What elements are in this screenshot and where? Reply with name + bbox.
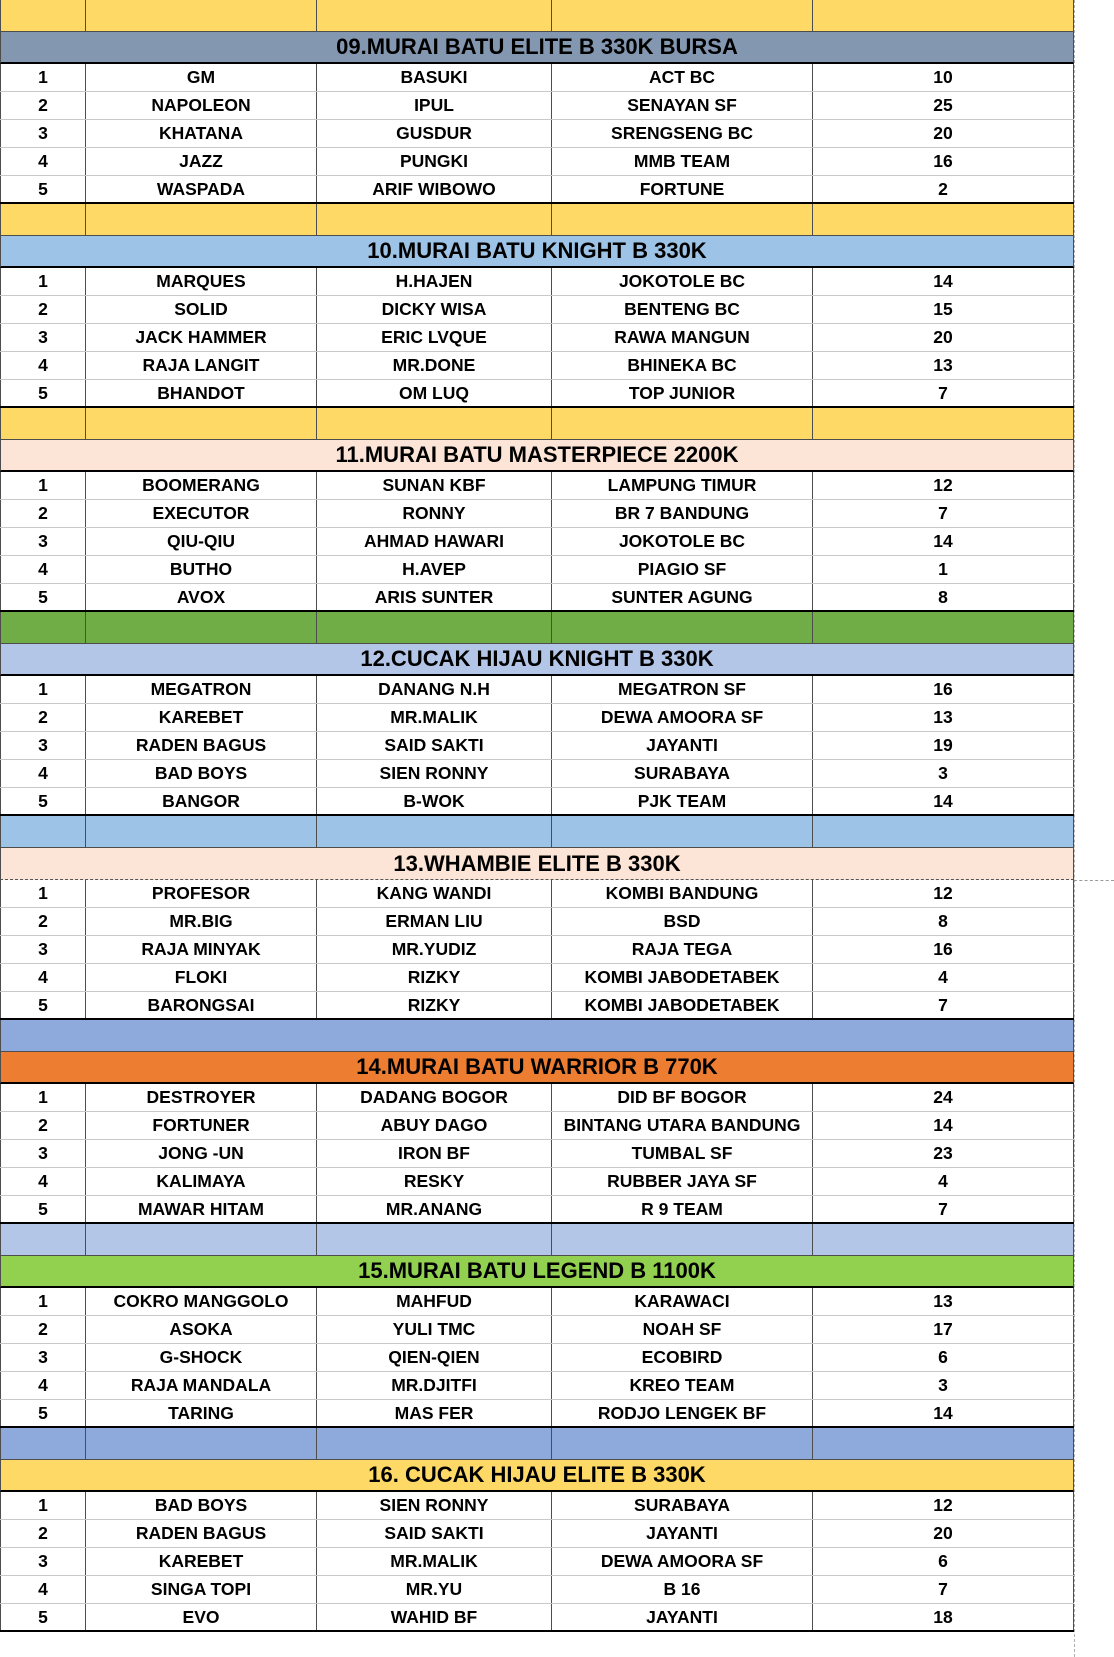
rank-cell[interactable]: 4	[0, 760, 86, 787]
team-cell[interactable]: BR 7 BANDUNG	[552, 500, 813, 527]
table-row	[0, 380, 1074, 408]
team-cell[interactable]: SRENGSENG BC	[552, 120, 813, 147]
team-cell[interactable]: ACT BC	[552, 64, 813, 91]
spacer-cell[interactable]	[86, 408, 317, 439]
section-title[interactable]: 11.MURAI BATU MASTERPIECE 2200K	[0, 440, 1074, 472]
owner-cell[interactable]: BASUKI	[317, 64, 552, 91]
number-cell[interactable]: 14	[813, 1400, 1074, 1426]
bird-name-cell[interactable]: MR.BIG	[86, 908, 317, 935]
number-cell[interactable]: 12	[813, 1492, 1074, 1519]
spacer-cell[interactable]	[552, 816, 813, 847]
owner-cell[interactable]: MAS FER	[317, 1400, 552, 1426]
number-cell[interactable]: 12	[813, 880, 1074, 907]
team-cell[interactable]: MMB TEAM	[552, 148, 813, 175]
rank-cell[interactable]: 3	[0, 324, 86, 351]
spacer-cell[interactable]	[317, 1428, 552, 1459]
rank-cell[interactable]: 1	[0, 1084, 86, 1111]
owner-cell[interactable]: QIEN-QIEN	[317, 1344, 552, 1371]
bird-name-cell[interactable]: JONG -UN	[86, 1140, 317, 1167]
team-cell[interactable]: MEGATRON SF	[552, 676, 813, 703]
rank-cell[interactable]: 1	[0, 472, 86, 499]
table-row	[0, 1196, 1074, 1224]
team-cell[interactable]: FORTUNE	[552, 176, 813, 202]
number-cell[interactable]: 18	[813, 1604, 1074, 1630]
rank-cell[interactable]: 3	[0, 120, 86, 147]
team-cell[interactable]: R 9 TEAM	[552, 1196, 813, 1222]
team-cell[interactable]: JAYANTI	[552, 1520, 813, 1547]
spacer-cell[interactable]	[552, 204, 813, 235]
number-cell[interactable]: 7	[813, 992, 1074, 1018]
number-cell[interactable]: 20	[813, 1520, 1074, 1547]
number-cell[interactable]: 2	[813, 176, 1074, 202]
team-cell[interactable]: KOMBI JABODETABEK	[552, 964, 813, 991]
number-cell[interactable]: 8	[813, 584, 1074, 610]
rank-cell[interactable]: 5	[0, 788, 86, 814]
bird-name-cell[interactable]: MEGATRON	[86, 676, 317, 703]
table-row	[0, 352, 1074, 380]
rank-cell[interactable]: 4	[0, 1372, 86, 1399]
table-row	[0, 92, 1074, 120]
owner-cell[interactable]: GUSDUR	[317, 120, 552, 147]
number-cell[interactable]: 14	[813, 1112, 1074, 1139]
bird-name-cell[interactable]: GM	[86, 64, 317, 91]
owner-cell[interactable]: MAHFUD	[317, 1288, 552, 1315]
owner-cell[interactable]: B-WOK	[317, 788, 552, 814]
owner-cell[interactable]: RESKY	[317, 1168, 552, 1195]
team-cell[interactable]: DEWA AMOORA SF	[552, 704, 813, 731]
table-row	[0, 1084, 1074, 1112]
rank-cell[interactable]: 3	[0, 1344, 86, 1371]
table-row	[0, 676, 1074, 704]
bird-name-cell[interactable]: SINGA TOPI	[86, 1576, 317, 1603]
bird-name-cell[interactable]: BOOMERANG	[86, 472, 317, 499]
number-cell[interactable]: 13	[813, 1288, 1074, 1315]
bird-name-cell[interactable]: JAZZ	[86, 148, 317, 175]
owner-cell[interactable]: IRON BF	[317, 1140, 552, 1167]
rank-cell[interactable]: 5	[0, 1196, 86, 1222]
bird-name-cell[interactable]: JACK HAMMER	[86, 324, 317, 351]
rank-cell[interactable]: 5	[0, 992, 86, 1018]
spacer-cell[interactable]	[86, 816, 317, 847]
spacer-cell[interactable]	[317, 204, 552, 235]
number-cell[interactable]: 14	[813, 788, 1074, 814]
owner-cell[interactable]: MR.YU	[317, 1576, 552, 1603]
table-row	[0, 1520, 1074, 1548]
spacer-cell[interactable]	[317, 816, 552, 847]
rank-cell[interactable]: 5	[0, 1400, 86, 1426]
bird-name-cell[interactable]: EXECUTOR	[86, 500, 317, 527]
section-spacer-row	[0, 1428, 1074, 1460]
table-row	[0, 788, 1074, 816]
bird-name-cell[interactable]: WASPADA	[86, 176, 317, 202]
table-row	[0, 1604, 1074, 1632]
page-break-line	[1074, 0, 1076, 1657]
number-cell[interactable]: 25	[813, 92, 1074, 119]
number-cell[interactable]: 7	[813, 500, 1074, 527]
bird-name-cell[interactable]: BUTHO	[86, 556, 317, 583]
owner-cell[interactable]: RONNY	[317, 500, 552, 527]
spacer-cell[interactable]	[0, 1428, 86, 1459]
rank-cell[interactable]: 1	[0, 880, 86, 907]
rank-cell[interactable]: 1	[0, 1492, 86, 1519]
team-cell[interactable]: PJK TEAM	[552, 788, 813, 814]
table-row	[0, 1576, 1074, 1604]
number-cell[interactable]: 7	[813, 1196, 1074, 1222]
team-cell[interactable]: RAJA TEGA	[552, 936, 813, 963]
spacer-cell[interactable]	[0, 612, 86, 643]
team-cell[interactable]: JAYANTI	[552, 732, 813, 759]
team-cell[interactable]: DID BF BOGOR	[552, 1084, 813, 1111]
table-row	[0, 1492, 1074, 1520]
rank-cell[interactable]: 4	[0, 1576, 86, 1603]
bird-name-cell[interactable]: RADEN BAGUS	[86, 1520, 317, 1547]
section-spacer-row	[0, 1020, 1074, 1052]
table-row	[0, 908, 1074, 936]
rank-cell[interactable]: 5	[0, 176, 86, 202]
bird-name-cell[interactable]: BAD BOYS	[86, 760, 317, 787]
spacer-cell[interactable]	[86, 204, 317, 235]
table-row	[0, 880, 1074, 908]
table-row	[0, 268, 1074, 296]
spacer-cell[interactable]	[317, 612, 552, 643]
owner-cell[interactable]: MR.DJITFI	[317, 1372, 552, 1399]
owner-cell[interactable]: SIEN RONNY	[317, 1492, 552, 1519]
top-spacer-row	[0, 0, 1074, 32]
rank-cell[interactable]: 4	[0, 556, 86, 583]
table-row	[0, 528, 1074, 556]
bird-name-cell[interactable]: ASOKA	[86, 1316, 317, 1343]
bird-name-cell[interactable]: RAJA MINYAK	[86, 936, 317, 963]
team-cell[interactable]: RUBBER JAYA SF	[552, 1168, 813, 1195]
team-cell[interactable]: JOKOTOLE BC	[552, 528, 813, 555]
rank-cell[interactable]: 2	[0, 1316, 86, 1343]
rank-cell[interactable]: 2	[0, 908, 86, 935]
table-row	[0, 64, 1074, 92]
rank-cell[interactable]: 4	[0, 148, 86, 175]
owner-cell[interactable]: ARIF WIBOWO	[317, 176, 552, 202]
owner-cell[interactable]: H.AVEP	[317, 556, 552, 583]
table-row	[0, 1344, 1074, 1372]
owner-cell[interactable]: WAHID BF	[317, 1604, 552, 1630]
bird-name-cell[interactable]: KHATANA	[86, 120, 317, 147]
section-title[interactable]: 12.CUCAK HIJAU KNIGHT B 330K	[0, 644, 1074, 676]
owner-cell[interactable]: ERIC LVQUE	[317, 324, 552, 351]
bird-name-cell[interactable]: COKRO MANGGOLO	[86, 1288, 317, 1315]
owner-cell[interactable]: PUNGKI	[317, 148, 552, 175]
bird-name-cell[interactable]: SOLID	[86, 296, 317, 323]
spacer-cell[interactable]	[813, 1428, 1074, 1459]
table-row	[0, 176, 1074, 204]
section-spacer-row	[0, 816, 1074, 848]
bird-name-cell[interactable]: BANGOR	[86, 788, 317, 814]
number-cell[interactable]: 14	[813, 528, 1074, 555]
number-cell[interactable]: 17	[813, 1316, 1074, 1343]
bird-name-cell[interactable]: RAJA LANGIT	[86, 352, 317, 379]
table-row	[0, 936, 1074, 964]
bird-name-cell[interactable]: RAJA MANDALA	[86, 1372, 317, 1399]
team-cell[interactable]: LAMPUNG TIMUR	[552, 472, 813, 499]
owner-cell[interactable]: ERMAN LIU	[317, 908, 552, 935]
spacer-cell[interactable]	[317, 408, 552, 439]
page-break-dash	[1074, 880, 1114, 881]
owner-cell[interactable]: DADANG BOGOR	[317, 1084, 552, 1111]
bird-name-cell[interactable]: FORTUNER	[86, 1112, 317, 1139]
owner-cell[interactable]: KANG WANDI	[317, 880, 552, 907]
team-cell[interactable]: BENTENG BC	[552, 296, 813, 323]
number-cell[interactable]: 19	[813, 732, 1074, 759]
rank-cell[interactable]: 5	[0, 380, 86, 406]
number-cell[interactable]: 15	[813, 296, 1074, 323]
team-cell[interactable]: BHINEKA BC	[552, 352, 813, 379]
spacer-cell[interactable]	[813, 0, 1074, 31]
bird-name-cell[interactable]: KALIMAYA	[86, 1168, 317, 1195]
rank-cell[interactable]: 3	[0, 732, 86, 759]
owner-cell[interactable]: SIEN RONNY	[317, 760, 552, 787]
table-row	[0, 1140, 1074, 1168]
owner-cell[interactable]: RIZKY	[317, 992, 552, 1018]
owner-cell[interactable]: YULI TMC	[317, 1316, 552, 1343]
bird-name-cell[interactable]: FLOKI	[86, 964, 317, 991]
spacer-cell[interactable]	[86, 0, 317, 31]
team-cell[interactable]: KREO TEAM	[552, 1372, 813, 1399]
team-cell[interactable]: JOKOTOLE BC	[552, 268, 813, 295]
table-row	[0, 472, 1074, 500]
spacer-cell[interactable]	[813, 1224, 1074, 1255]
table-row	[0, 760, 1074, 788]
owner-cell[interactable]: H.HAJEN	[317, 268, 552, 295]
team-cell[interactable]: DEWA AMOORA SF	[552, 1548, 813, 1575]
team-cell[interactable]: SURABAYA	[552, 760, 813, 787]
bird-name-cell[interactable]: DESTROYER	[86, 1084, 317, 1111]
rank-cell[interactable]: 3	[0, 528, 86, 555]
owner-cell[interactable]: SUNAN KBF	[317, 472, 552, 499]
bird-name-cell[interactable]: MARQUES	[86, 268, 317, 295]
rank-cell[interactable]: 2	[0, 92, 86, 119]
spacer-cell[interactable]	[813, 408, 1074, 439]
table-row	[0, 296, 1074, 324]
section-title[interactable]: 14.MURAI BATU WARRIOR B 770K	[0, 1052, 1074, 1084]
owner-cell[interactable]: DICKY WISA	[317, 296, 552, 323]
team-cell[interactable]: TOP JUNIOR	[552, 380, 813, 406]
team-cell[interactable]: BINTANG UTARA BANDUNG	[552, 1112, 813, 1139]
section-spacer-row	[0, 408, 1074, 440]
table-row	[0, 1548, 1074, 1576]
section-title[interactable]: 10.MURAI BATU KNIGHT B 330K	[0, 236, 1074, 268]
team-cell[interactable]: ECOBIRD	[552, 1344, 813, 1371]
spacer-cell[interactable]	[0, 408, 86, 439]
table-row	[0, 732, 1074, 760]
owner-cell[interactable]: AHMAD HAWARI	[317, 528, 552, 555]
table-row	[0, 1168, 1074, 1196]
number-cell[interactable]: 20	[813, 324, 1074, 351]
bird-name-cell[interactable]: MAWAR HITAM	[86, 1196, 317, 1222]
owner-cell[interactable]: MR.YUDIZ	[317, 936, 552, 963]
team-cell[interactable]: BSD	[552, 908, 813, 935]
bird-name-cell[interactable]: KAREBET	[86, 1548, 317, 1575]
table-row	[0, 1372, 1074, 1400]
owner-cell[interactable]: MR.MALIK	[317, 1548, 552, 1575]
table-row	[0, 704, 1074, 732]
team-cell[interactable]: KARAWACI	[552, 1288, 813, 1315]
table-row	[0, 1316, 1074, 1344]
number-cell[interactable]: 16	[813, 676, 1074, 703]
owner-cell[interactable]: SAID SAKTI	[317, 1520, 552, 1547]
section-title[interactable]: 16. CUCAK HIJAU ELITE B 330K	[0, 1460, 1074, 1492]
team-cell[interactable]: SUNTER AGUNG	[552, 584, 813, 610]
spacer-cell[interactable]	[317, 0, 552, 31]
number-cell[interactable]: 24	[813, 1084, 1074, 1111]
number-cell[interactable]: 13	[813, 704, 1074, 731]
team-cell[interactable]: RODJO LENGEK BF	[552, 1400, 813, 1426]
number-cell[interactable]: 23	[813, 1140, 1074, 1167]
number-cell[interactable]: 6	[813, 1344, 1074, 1371]
bird-name-cell[interactable]: BHANDOT	[86, 380, 317, 406]
spacer-cell[interactable]	[0, 204, 86, 235]
number-cell[interactable]: 8	[813, 908, 1074, 935]
number-cell[interactable]: 16	[813, 936, 1074, 963]
number-cell[interactable]: 7	[813, 1576, 1074, 1603]
team-cell[interactable]: TUMBAL SF	[552, 1140, 813, 1167]
bird-name-cell[interactable]: PROFESOR	[86, 880, 317, 907]
rank-cell[interactable]: 2	[0, 1112, 86, 1139]
section-title[interactable]: 15.MURAI BATU LEGEND B 1100K	[0, 1256, 1074, 1288]
table-row	[0, 500, 1074, 528]
spacer-cell[interactable]	[552, 0, 813, 31]
bird-name-cell[interactable]: BARONGSAI	[86, 992, 317, 1018]
rank-cell[interactable]: 2	[0, 1520, 86, 1547]
team-cell[interactable]: KOMBI JABODETABEK	[552, 992, 813, 1018]
rank-cell[interactable]: 2	[0, 704, 86, 731]
owner-cell[interactable]: MR.ANANG	[317, 1196, 552, 1222]
bird-name-cell[interactable]: NAPOLEON	[86, 92, 317, 119]
spacer-cell[interactable]	[813, 204, 1074, 235]
table-row	[0, 992, 1074, 1020]
number-cell[interactable]: 13	[813, 352, 1074, 379]
spacer-cell[interactable]	[552, 1224, 813, 1255]
team-cell[interactable]: SURABAYA	[552, 1492, 813, 1519]
rank-cell[interactable]: 1	[0, 64, 86, 91]
spacer-cell[interactable]	[86, 1428, 317, 1459]
team-cell[interactable]: SENAYAN SF	[552, 92, 813, 119]
section-spacer-row	[0, 612, 1074, 644]
rank-cell[interactable]: 5	[0, 584, 86, 610]
bird-name-cell[interactable]: KAREBET	[86, 704, 317, 731]
number-cell[interactable]: 1	[813, 556, 1074, 583]
owner-cell[interactable]: SAID SAKTI	[317, 732, 552, 759]
spacer-cell[interactable]	[86, 612, 317, 643]
owner-cell[interactable]: RIZKY	[317, 964, 552, 991]
number-cell[interactable]: 10	[813, 64, 1074, 91]
rank-cell[interactable]: 3	[0, 1140, 86, 1167]
bird-name-cell[interactable]: AVOX	[86, 584, 317, 610]
table-row	[0, 324, 1074, 352]
spacer-cell[interactable]	[0, 1224, 86, 1255]
bird-name-cell[interactable]: RADEN BAGUS	[86, 732, 317, 759]
number-cell[interactable]: 3	[813, 760, 1074, 787]
table-row	[0, 964, 1074, 992]
rank-cell[interactable]: 2	[0, 296, 86, 323]
number-cell[interactable]: 14	[813, 268, 1074, 295]
spacer-cell[interactable]	[552, 1428, 813, 1459]
number-cell[interactable]: 12	[813, 472, 1074, 499]
number-cell[interactable]: 4	[813, 1168, 1074, 1195]
rank-cell[interactable]: 2	[0, 500, 86, 527]
bird-name-cell[interactable]: QIU-QIU	[86, 528, 317, 555]
owner-cell[interactable]: OM LUQ	[317, 380, 552, 406]
owner-cell[interactable]: MR.MALIK	[317, 704, 552, 731]
owner-cell[interactable]: IPUL	[317, 92, 552, 119]
number-cell[interactable]: 6	[813, 1548, 1074, 1575]
bird-name-cell[interactable]: BAD BOYS	[86, 1492, 317, 1519]
rank-cell[interactable]: 1	[0, 268, 86, 295]
spacer-cell[interactable]	[813, 612, 1074, 643]
spacer-cell[interactable]	[317, 1224, 552, 1255]
section-spacer-row	[0, 1224, 1074, 1256]
table-row	[0, 556, 1074, 584]
number-cell[interactable]: 4	[813, 964, 1074, 991]
owner-cell[interactable]: ABUY DAGO	[317, 1112, 552, 1139]
number-cell[interactable]: 3	[813, 1372, 1074, 1399]
rank-cell[interactable]: 4	[0, 1168, 86, 1195]
rank-cell[interactable]: 1	[0, 1288, 86, 1315]
team-cell[interactable]: KOMBI BANDUNG	[552, 880, 813, 907]
table-row	[0, 1400, 1074, 1428]
bird-name-cell[interactable]: G-SHOCK	[86, 1344, 317, 1371]
rank-cell[interactable]: 4	[0, 964, 86, 991]
owner-cell[interactable]: ARIS SUNTER	[317, 584, 552, 610]
spacer-cell[interactable]	[552, 612, 813, 643]
team-cell[interactable]: RAWA MANGUN	[552, 324, 813, 351]
owner-cell[interactable]: DANANG N.H	[317, 676, 552, 703]
spacer-cell[interactable]	[552, 408, 813, 439]
section-spacer-row	[0, 204, 1074, 236]
owner-cell[interactable]: MR.DONE	[317, 352, 552, 379]
rank-cell[interactable]: 1	[0, 676, 86, 703]
number-cell[interactable]: 7	[813, 380, 1074, 406]
table-row	[0, 148, 1074, 176]
spacer-cell[interactable]	[813, 816, 1074, 847]
team-cell[interactable]: NOAH SF	[552, 1316, 813, 1343]
spacer-cell[interactable]	[86, 1224, 317, 1255]
section-title[interactable]: 13.WHAMBIE ELITE B 330K	[0, 848, 1074, 880]
team-cell[interactable]: PIAGIO SF	[552, 556, 813, 583]
section-title[interactable]: 09.MURAI BATU ELITE B 330K BURSA	[0, 32, 1074, 64]
number-cell[interactable]: 20	[813, 120, 1074, 147]
number-cell[interactable]: 16	[813, 148, 1074, 175]
rank-cell[interactable]: 3	[0, 1548, 86, 1575]
bird-name-cell[interactable]: TARING	[86, 1400, 317, 1426]
rank-cell[interactable]: 5	[0, 1604, 86, 1630]
table-row	[0, 120, 1074, 148]
spacer-cell[interactable]	[0, 816, 86, 847]
team-cell[interactable]: B 16	[552, 1576, 813, 1603]
table-row	[0, 584, 1074, 612]
table-row	[0, 1112, 1074, 1140]
table-row	[0, 1288, 1074, 1316]
bird-name-cell[interactable]: EVO	[86, 1604, 317, 1630]
spacer-cell[interactable]	[0, 0, 86, 31]
rank-cell[interactable]: 4	[0, 352, 86, 379]
team-cell[interactable]: JAYANTI	[552, 1604, 813, 1630]
rank-cell[interactable]: 3	[0, 936, 86, 963]
